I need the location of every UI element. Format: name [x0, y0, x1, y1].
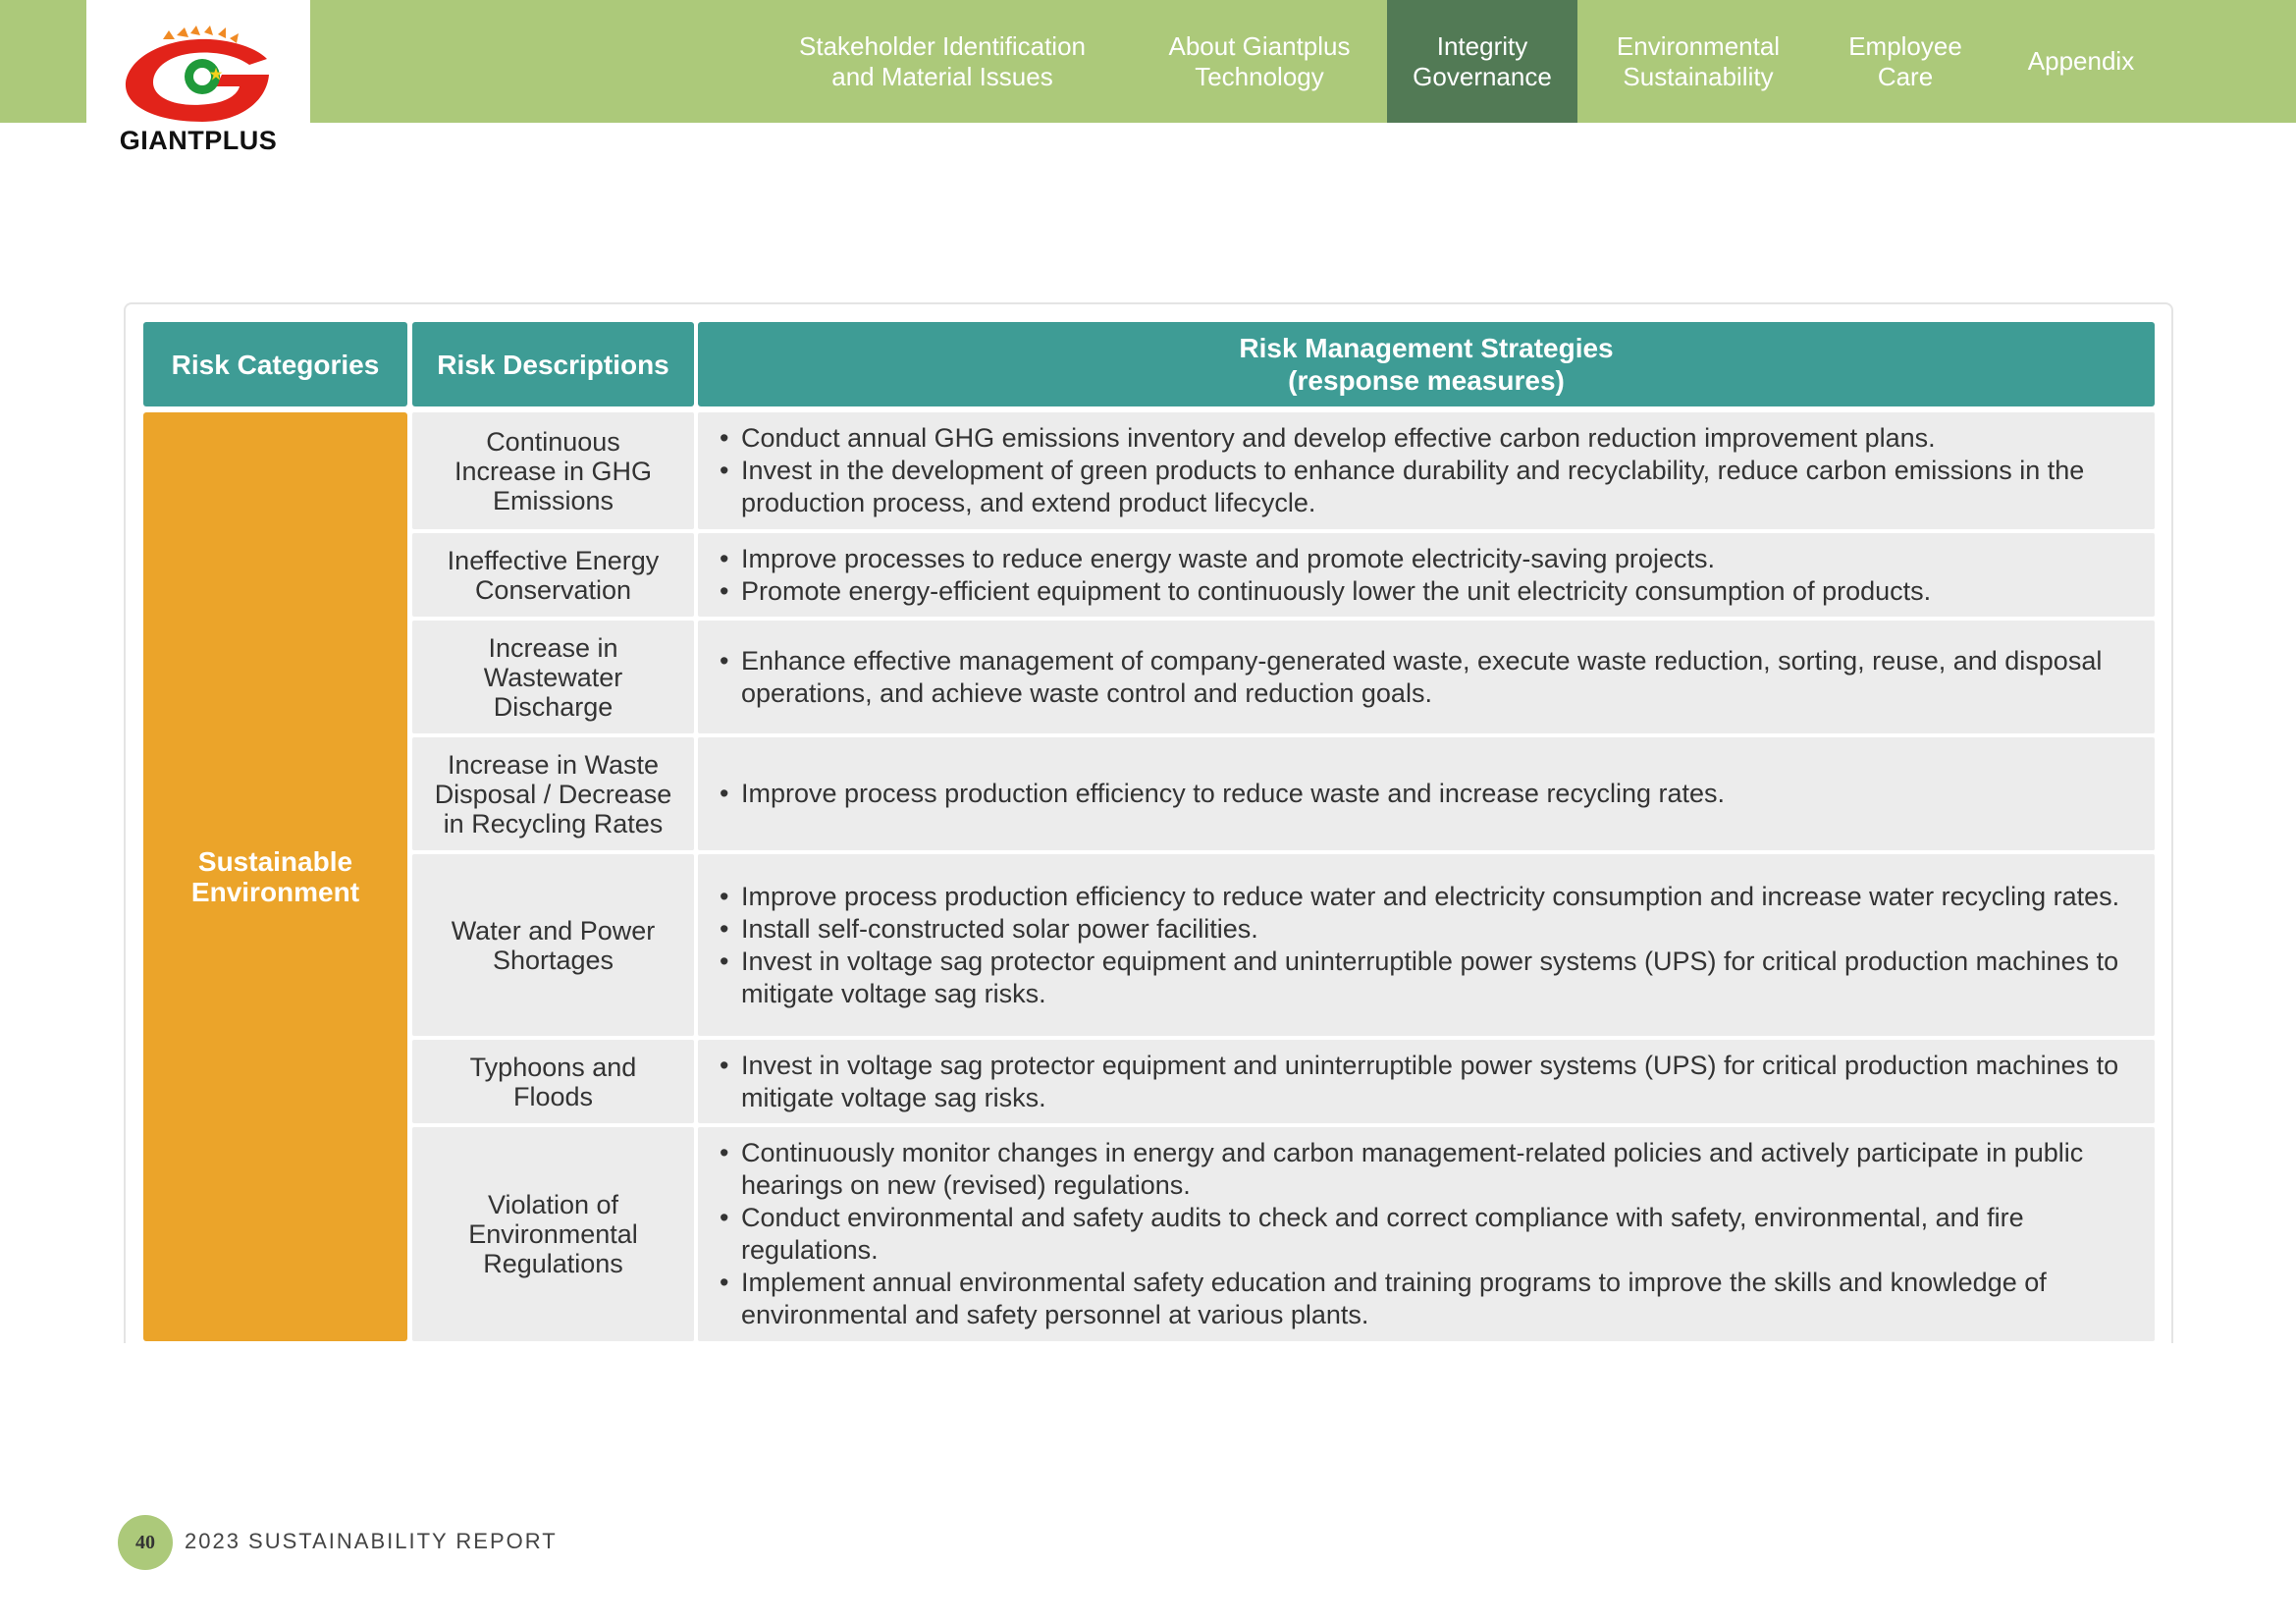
nav-tab-label: Environmental Sustainability — [1616, 30, 1781, 91]
risk-description-text: Typhoons and Floods — [469, 1052, 637, 1111]
risk-description-cell — [412, 854, 694, 1036]
strategy-item: • Implement annual environmental safety education and training programs to improve the skills and knowledge of environmental and safety personnel at various plants. — [718, 1267, 2135, 1331]
risk-description-cell — [412, 621, 694, 733]
category-label: Sustainable Environment — [190, 846, 360, 907]
risk-description-text: Water and Power Shortages — [451, 915, 656, 975]
nav-tab-label: Appendix — [2027, 46, 2135, 76]
table-row — [412, 533, 2155, 617]
risk-description-text: Increase in Wastewater Discharge — [483, 632, 623, 722]
risk-description-cell — [412, 1127, 694, 1341]
page-number: 40 — [135, 1531, 155, 1553]
nav-tab-environmental[interactable] — [1590, 0, 1806, 123]
header-label: Risk Categories — [171, 349, 380, 380]
risk-description-text: Continuous Increase in GHG Emissions — [454, 426, 653, 515]
strategy-item: • Enhance effective management of company-generated waste, execute waste reduction, sorting, reuse, and disposal operations, and achieve waste control and reduction goals. — [718, 645, 2135, 710]
risk-strategies-cell — [698, 737, 2155, 850]
header-risk-categories — [143, 322, 407, 406]
nav-tab-stakeholder[interactable] — [775, 0, 1109, 123]
risk-description-cell — [412, 533, 694, 617]
nav-tab-employee-care[interactable] — [1822, 0, 1989, 123]
strategy-item: • Improve processes to reduce energy waste and promote electricity-saving projects. — [718, 543, 2135, 575]
header-label: Risk Descriptions — [437, 349, 669, 380]
nav-tab-label: Integrity Governance — [1413, 30, 1552, 91]
report-title: 2023 SUSTAINABILITY REPORT — [185, 1529, 558, 1553]
risk-strategies-cell — [698, 621, 2155, 733]
risk-strategies-cell — [698, 1127, 2155, 1341]
company-logo[interactable] — [86, 0, 310, 167]
strategy-item: • Conduct annual GHG emissions inventory and develop effective carbon reduction improvement plans. — [718, 422, 2135, 455]
table-row — [412, 1127, 2155, 1341]
giantplus-logo-icon — [120, 26, 277, 124]
category-sustainable-environment — [143, 412, 407, 1341]
header-risk-strategies — [698, 322, 2155, 406]
table-row — [412, 1040, 2155, 1123]
risk-description-cell — [412, 737, 694, 850]
strategy-item: • Invest in voltage sag protector equipment and uninterruptible power systems (UPS) for critical production machines to mitigate voltage sag risks. — [718, 1050, 2135, 1114]
strategy-item: • Install self-constructed solar power facilities. — [718, 913, 2135, 946]
strategy-item: • Invest in the development of green products to enhance durability and recyclability, reduce carbon emissions in the production process, and extend product lifecycle. — [718, 455, 2135, 519]
risk-strategies-cell — [698, 412, 2155, 529]
risk-description-cell — [412, 1040, 694, 1123]
risk-strategies-cell — [698, 1040, 2155, 1123]
strategy-item: • Continuously monitor changes in energy and carbon management-related policies and actively participate in public hearings on new (revised) regulations. — [718, 1137, 2135, 1202]
risk-strategies-cell — [698, 854, 2155, 1036]
nav-tab-label: About Giantplus Technology — [1168, 30, 1351, 91]
strategy-item: • Improve process production efficiency to reduce waste and increase recycling rates. — [718, 778, 2135, 810]
table-row — [412, 854, 2155, 1036]
risk-description-text: Violation of Environmental Regulations — [468, 1190, 638, 1278]
nav-tab-about[interactable] — [1139, 0, 1380, 123]
logo-wordmark: GIANTPLUS — [119, 126, 278, 155]
nav-tab-label: Stakeholder Identification and Material Issues — [799, 30, 1086, 91]
risk-strategies-cell — [698, 533, 2155, 617]
table-row — [412, 737, 2155, 850]
risk-description-text: Ineffective Energy Conservation — [447, 545, 660, 605]
strategy-item: • Invest in voltage sag protector equipment and uninterruptible power systems (UPS) for critical production machines to mitigate voltage sag risks. — [718, 946, 2135, 1010]
strategy-item: • Improve process production efficiency to reduce water and electricity consumption and increase water recycling rates. — [718, 881, 2135, 913]
risk-description-cell — [412, 412, 694, 529]
risk-description-text: Increase in Waste Disposal / Decrease in Recycling Rates — [434, 749, 672, 839]
nav-tab-integrity-governance[interactable] — [1387, 0, 1577, 123]
table-row — [412, 621, 2155, 733]
header-label: Risk Management Strategies (response measures) — [1239, 333, 1614, 396]
nav-tab-label: Employee Care — [1848, 30, 1962, 91]
strategy-item: • Conduct environmental and safety audits to check and correct compliance with safety, environmental, and fire regulations. — [718, 1202, 2135, 1267]
header-risk-descriptions — [412, 322, 694, 406]
strategy-item: • Promote energy-efficient equipment to continuously lower the unit electricity consumption of products. — [718, 575, 2135, 608]
nav-tab-appendix[interactable] — [2002, 0, 2160, 123]
table-row — [412, 412, 2155, 529]
page-number-badge — [118, 1515, 173, 1570]
